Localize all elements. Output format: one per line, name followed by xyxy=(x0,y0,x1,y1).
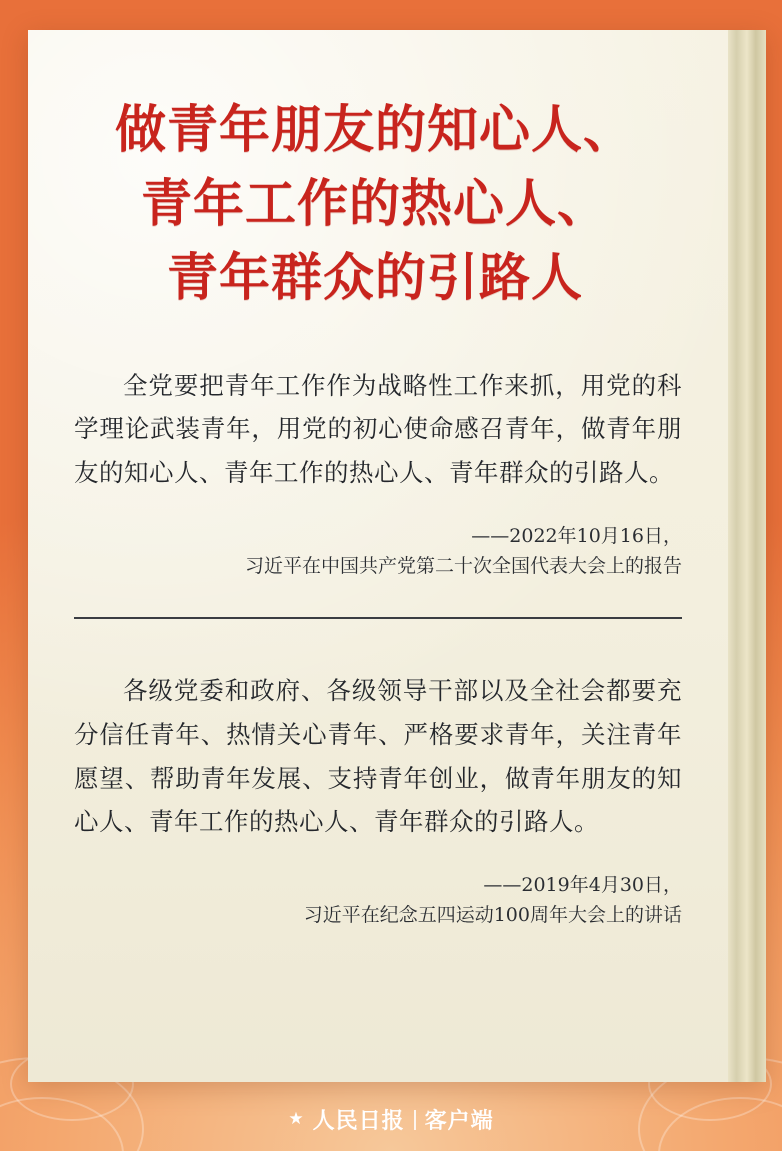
star-icon: ★ xyxy=(288,1109,304,1128)
quote-attribution-source-1: 习近平在中国共产党第二十次全国代表大会上的报告 xyxy=(244,555,682,578)
quote-text-2: 各级党委和政府、各级领导干部以及全社会都要充分信任青年、热情关心青年、严格要求青年，关注青年愿望、帮助青年发展、支持青年创业，做青年朋友的知心人、青年工作的热心人、青年群众的引路人。 xyxy=(74,676,682,837)
quote-attribution-date-1: ——2022年10月16日， xyxy=(471,524,682,547)
headline-line-3: 青年群众的引路人 xyxy=(166,247,583,308)
brand-name: 人民日报 xyxy=(312,1108,405,1134)
footer-brand-bar xyxy=(0,1104,782,1135)
quote-text-1: 全党要把青年工作作为战略性工作来抓，用党的科学理论武装青年，用党的初心使命感召青年，做青年朋友的知心人、青年工作的热心人、青年群众的引路人。 xyxy=(74,370,682,488)
brand-lockup xyxy=(288,1104,493,1135)
section-divider xyxy=(74,617,682,619)
quote-attribution-1 xyxy=(74,521,682,582)
poster-content xyxy=(74,76,682,931)
headline-line-1: 做青年朋友的知心人、 xyxy=(114,100,635,160)
quote-attribution-date-2: ——2019年4月30日， xyxy=(483,873,682,896)
app-name: 客户端 xyxy=(424,1108,494,1134)
page-title xyxy=(74,94,682,316)
quote-block-1 xyxy=(74,364,682,620)
brand-divider xyxy=(414,1110,416,1130)
headline-line-2: 青年工作的热心人、 xyxy=(140,173,609,234)
quote-block-2 xyxy=(74,669,682,930)
quote-attribution-2 xyxy=(74,870,682,931)
quote-attribution-source-2: 习近平在纪念五四运动100周年大会上的讲话 xyxy=(303,904,682,927)
poster-paper xyxy=(28,30,728,1082)
